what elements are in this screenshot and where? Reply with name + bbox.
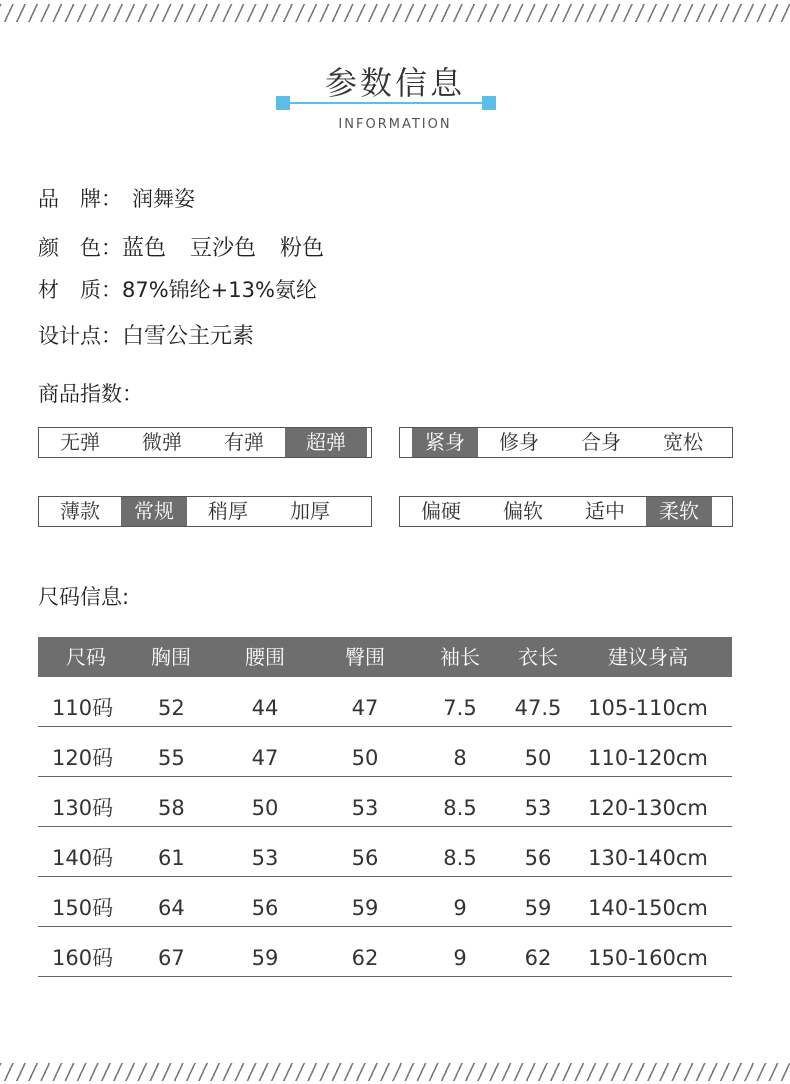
table-cell: 55	[158, 746, 185, 770]
table-cell: 8.5	[443, 846, 477, 870]
scale-option: 薄款	[60, 499, 100, 523]
scale-option: 无弹	[60, 430, 100, 454]
design-row	[38, 319, 254, 350]
material-label: 材 质：	[38, 278, 122, 302]
table-cell: 140-150cm	[588, 896, 708, 920]
table-cell: 47	[251, 746, 279, 770]
scale-option: 合身	[581, 430, 621, 454]
size-table-header	[38, 637, 732, 677]
title-right-square	[482, 96, 496, 110]
scale-option: 偏软	[503, 499, 543, 523]
table-cell: 120-130cm	[588, 796, 708, 820]
column-header: 尺码	[66, 645, 106, 669]
table-cell: 130码	[52, 796, 114, 820]
scale-option-selected: 紧身	[412, 428, 478, 457]
table-cell: 110-120cm	[588, 746, 708, 770]
column-header: 胸围	[151, 645, 191, 669]
elasticity-scale	[38, 427, 372, 458]
table-cell: 150-160cm	[588, 946, 708, 970]
material-value: 87%锦纶+13%氨纶	[122, 278, 317, 302]
color-label: 颜 色：	[38, 236, 122, 260]
table-cell: 67	[158, 946, 185, 970]
table-cell: 53	[351, 796, 379, 820]
scale-option: 微弹	[142, 430, 182, 454]
table-cell: 53	[251, 846, 279, 870]
title-left-square	[276, 96, 290, 110]
page-subtitle: INFORMATION	[338, 117, 452, 132]
design-value: 白雪公主元素	[122, 324, 255, 349]
scale-option: 宽松	[663, 430, 703, 454]
table-cell: 50	[351, 746, 379, 770]
decorative-stripe-bottom	[0, 1063, 790, 1081]
column-header: 臀围	[345, 645, 385, 669]
size-table	[38, 637, 732, 977]
scale-option: 加厚	[290, 499, 330, 523]
table-cell: 50	[251, 796, 279, 820]
table-cell: 56	[351, 846, 379, 870]
table-cell: 50	[524, 746, 552, 770]
scale-option-selected: 常规	[121, 497, 187, 526]
table-cell: 62	[524, 946, 552, 970]
table-row	[38, 877, 732, 927]
table-cell: 59	[524, 896, 552, 920]
fit-scale	[399, 427, 733, 458]
table-cell: 53	[524, 796, 552, 820]
table-cell: 52	[158, 696, 185, 720]
table-cell: 47	[351, 696, 379, 720]
scale-option-selected: 超弹	[285, 428, 367, 457]
design-label: 设计点：	[38, 324, 122, 348]
product-index-title: 商品指数：	[38, 382, 143, 406]
table-cell: 7.5	[443, 696, 477, 720]
table-row	[38, 827, 732, 877]
color-option: 蓝色	[122, 236, 167, 261]
table-cell: 105-110cm	[588, 696, 708, 720]
title-underline	[282, 102, 490, 104]
thickness-scale	[38, 496, 372, 527]
scale-option-selected: 柔软	[646, 497, 712, 526]
table-cell: 9	[453, 946, 467, 970]
scale-option: 偏硬	[421, 499, 461, 523]
table-cell: 160码	[52, 946, 114, 970]
table-cell: 120码	[52, 746, 114, 770]
table-cell: 8	[453, 746, 467, 770]
table-cell: 8.5	[443, 796, 477, 820]
scale-option: 稍厚	[208, 499, 248, 523]
table-cell: 64	[158, 896, 185, 920]
table-cell: 47.5	[514, 696, 562, 720]
table-cell: 140码	[52, 846, 114, 870]
scale-option: 有弹	[224, 430, 264, 454]
color-option: 豆沙色	[190, 236, 257, 261]
column-header: 袖长	[440, 645, 480, 669]
material-row	[38, 274, 317, 304]
table-row	[38, 677, 732, 727]
table-row	[38, 727, 732, 777]
table-cell: 58	[158, 796, 185, 820]
table-cell: 130-140cm	[588, 846, 708, 870]
table-cell: 9	[453, 896, 467, 920]
table-cell: 59	[351, 896, 379, 920]
table-row	[38, 927, 732, 977]
color-option: 粉色	[280, 236, 325, 261]
brand-label: 品 牌：	[38, 187, 122, 211]
column-header: 衣长	[518, 645, 558, 669]
decorative-stripe-top	[0, 4, 790, 22]
scale-option: 适中	[585, 499, 625, 523]
table-cell: 62	[351, 946, 379, 970]
color-row	[38, 231, 348, 262]
table-cell: 59	[251, 946, 279, 970]
column-header: 腰围	[245, 645, 285, 669]
page-title: 参数信息	[324, 64, 465, 102]
table-cell: 61	[158, 846, 185, 870]
brand-value: 润舞姿	[132, 187, 195, 211]
brand-row	[38, 183, 195, 213]
table-cell: 150码	[52, 896, 114, 920]
scale-option: 修身	[499, 430, 539, 454]
table-cell: 110码	[52, 696, 114, 720]
size-info-title: 尺码信息:	[38, 585, 130, 609]
column-header: 建议身高	[608, 645, 688, 669]
table-cell: 56	[251, 896, 279, 920]
table-cell: 44	[251, 696, 279, 720]
table-cell: 56	[524, 846, 552, 870]
table-row	[38, 777, 732, 827]
softness-scale	[399, 496, 733, 527]
